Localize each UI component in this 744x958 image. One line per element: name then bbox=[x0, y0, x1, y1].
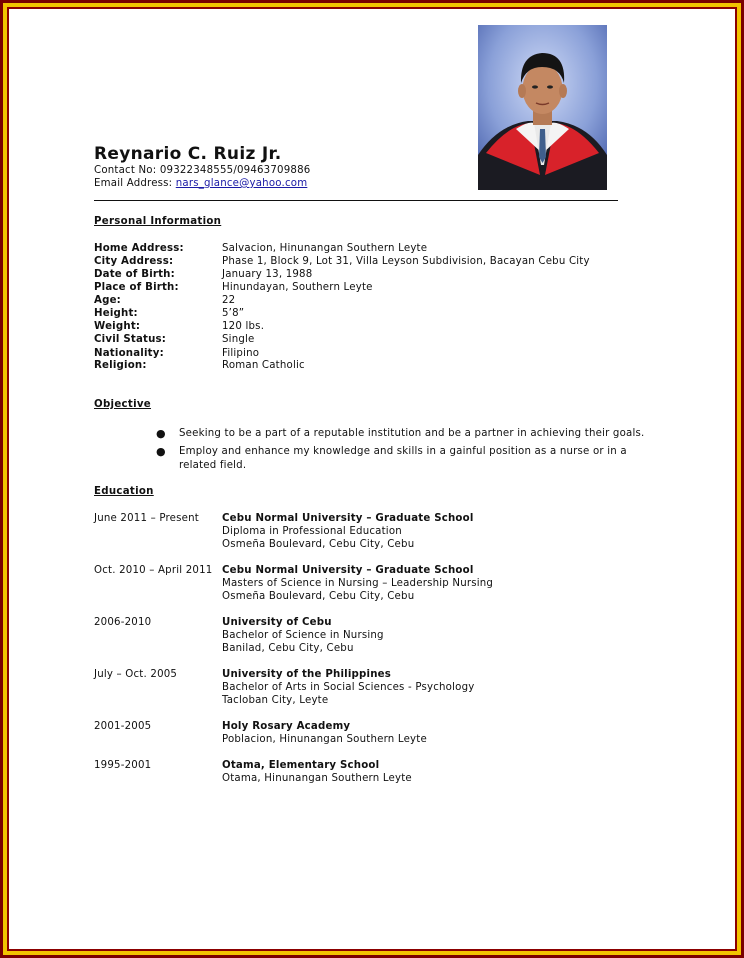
info-label: Religion: bbox=[94, 360, 147, 371]
info-label: Nationality: bbox=[94, 348, 164, 359]
education-date: July – Oct. 2005 bbox=[94, 669, 178, 680]
education-entry bbox=[222, 512, 474, 551]
info-label: Date of Birth: bbox=[94, 269, 175, 280]
info-value: January 13, 1988 bbox=[222, 269, 313, 280]
objective-item: Seeking to be a part of a reputable institution and be a partner in achieving their goals. bbox=[179, 428, 645, 439]
education-school: University of the Philippines bbox=[222, 669, 392, 680]
education-school: Cebu Normal University – Graduate School bbox=[222, 513, 474, 524]
graduation-portrait-icon bbox=[478, 25, 607, 190]
personal-info-title: Personal Information bbox=[94, 216, 222, 227]
header-divider bbox=[94, 200, 618, 201]
bullet-icon: ● bbox=[156, 445, 166, 458]
info-value: Salvacion, Hinunangan Southern Leyte bbox=[222, 243, 428, 254]
info-value: 120 lbs. bbox=[222, 321, 265, 332]
applicant-name: Reynario C. Ruiz Jr. bbox=[94, 144, 282, 164]
education-date: 2001-2005 bbox=[94, 721, 152, 732]
info-value: Phase 1, Block 9, Lot 31, Villa Leyson Subdivision, Bacayan Cebu City bbox=[222, 256, 590, 267]
info-label: Height: bbox=[94, 308, 138, 319]
contact-label: Contact No: bbox=[94, 165, 157, 176]
education-date: 1995-2001 bbox=[94, 760, 152, 771]
info-label: Civil Status: bbox=[94, 334, 167, 345]
education-course: Bachelor of Science in Nursing bbox=[222, 630, 384, 641]
education-entry bbox=[222, 616, 384, 655]
education-course: Otama, Hinunangan Southern Leyte bbox=[222, 773, 412, 784]
education-title: Education bbox=[94, 486, 154, 497]
info-label: Home Address: bbox=[94, 243, 184, 254]
education-course: Bachelor of Arts in Social Sciences - Psychology bbox=[222, 682, 475, 693]
info-value: Filipino bbox=[222, 348, 260, 359]
education-date: June 2011 – Present bbox=[94, 513, 199, 524]
education-entry bbox=[222, 668, 474, 707]
email-line bbox=[94, 177, 307, 190]
education-address: Osmeña Boulevard, Cebu City, Cebu bbox=[222, 539, 415, 550]
education-address: Banilad, Cebu City, Cebu bbox=[222, 643, 354, 654]
education-date: Oct. 2010 – April 2011 bbox=[94, 565, 213, 576]
education-entry bbox=[222, 759, 412, 785]
info-label: Age: bbox=[94, 295, 121, 306]
contact-line bbox=[94, 164, 310, 177]
education-course: Poblacion, Hinunangan Southern Leyte bbox=[222, 734, 427, 745]
bullet-icon: ● bbox=[156, 427, 166, 440]
info-label: Weight: bbox=[94, 321, 141, 332]
info-value: Single bbox=[222, 334, 255, 345]
info-label: Place of Birth: bbox=[94, 282, 179, 293]
education-school: Holy Rosary Academy bbox=[222, 721, 351, 732]
info-value: 22 bbox=[222, 295, 236, 306]
education-school: Cebu Normal University – Graduate School bbox=[222, 565, 474, 576]
info-value: 5’8” bbox=[222, 308, 245, 319]
email-label: Email Address: bbox=[94, 178, 173, 189]
info-value: Roman Catholic bbox=[222, 360, 305, 371]
education-address: Osmeña Boulevard, Cebu City, Cebu bbox=[222, 591, 415, 602]
education-entry bbox=[222, 720, 427, 746]
info-value: Hinundayan, Southern Leyte bbox=[222, 282, 373, 293]
objective-item: Employ and enhance my knowledge and skills in a gainful position as a nurse or in a related field. bbox=[179, 446, 627, 471]
profile-photo bbox=[478, 25, 607, 190]
info-label: City Address: bbox=[94, 256, 174, 267]
education-course: Diploma in Professional Education bbox=[222, 526, 402, 537]
objective-title: Objective bbox=[94, 399, 152, 410]
education-address: Tacloban City, Leyte bbox=[222, 695, 329, 706]
contact-value: 09322348555/09463709886 bbox=[159, 165, 311, 176]
education-course: Masters of Science in Nursing – Leadership Nursing bbox=[222, 578, 494, 589]
education-school: Otama, Elementary School bbox=[222, 760, 380, 771]
email-link[interactable]: nars_glance@yahoo.com bbox=[175, 178, 308, 189]
education-school: University of Cebu bbox=[222, 617, 332, 628]
education-entry bbox=[222, 564, 493, 603]
education-date: 2006-2010 bbox=[94, 617, 152, 628]
